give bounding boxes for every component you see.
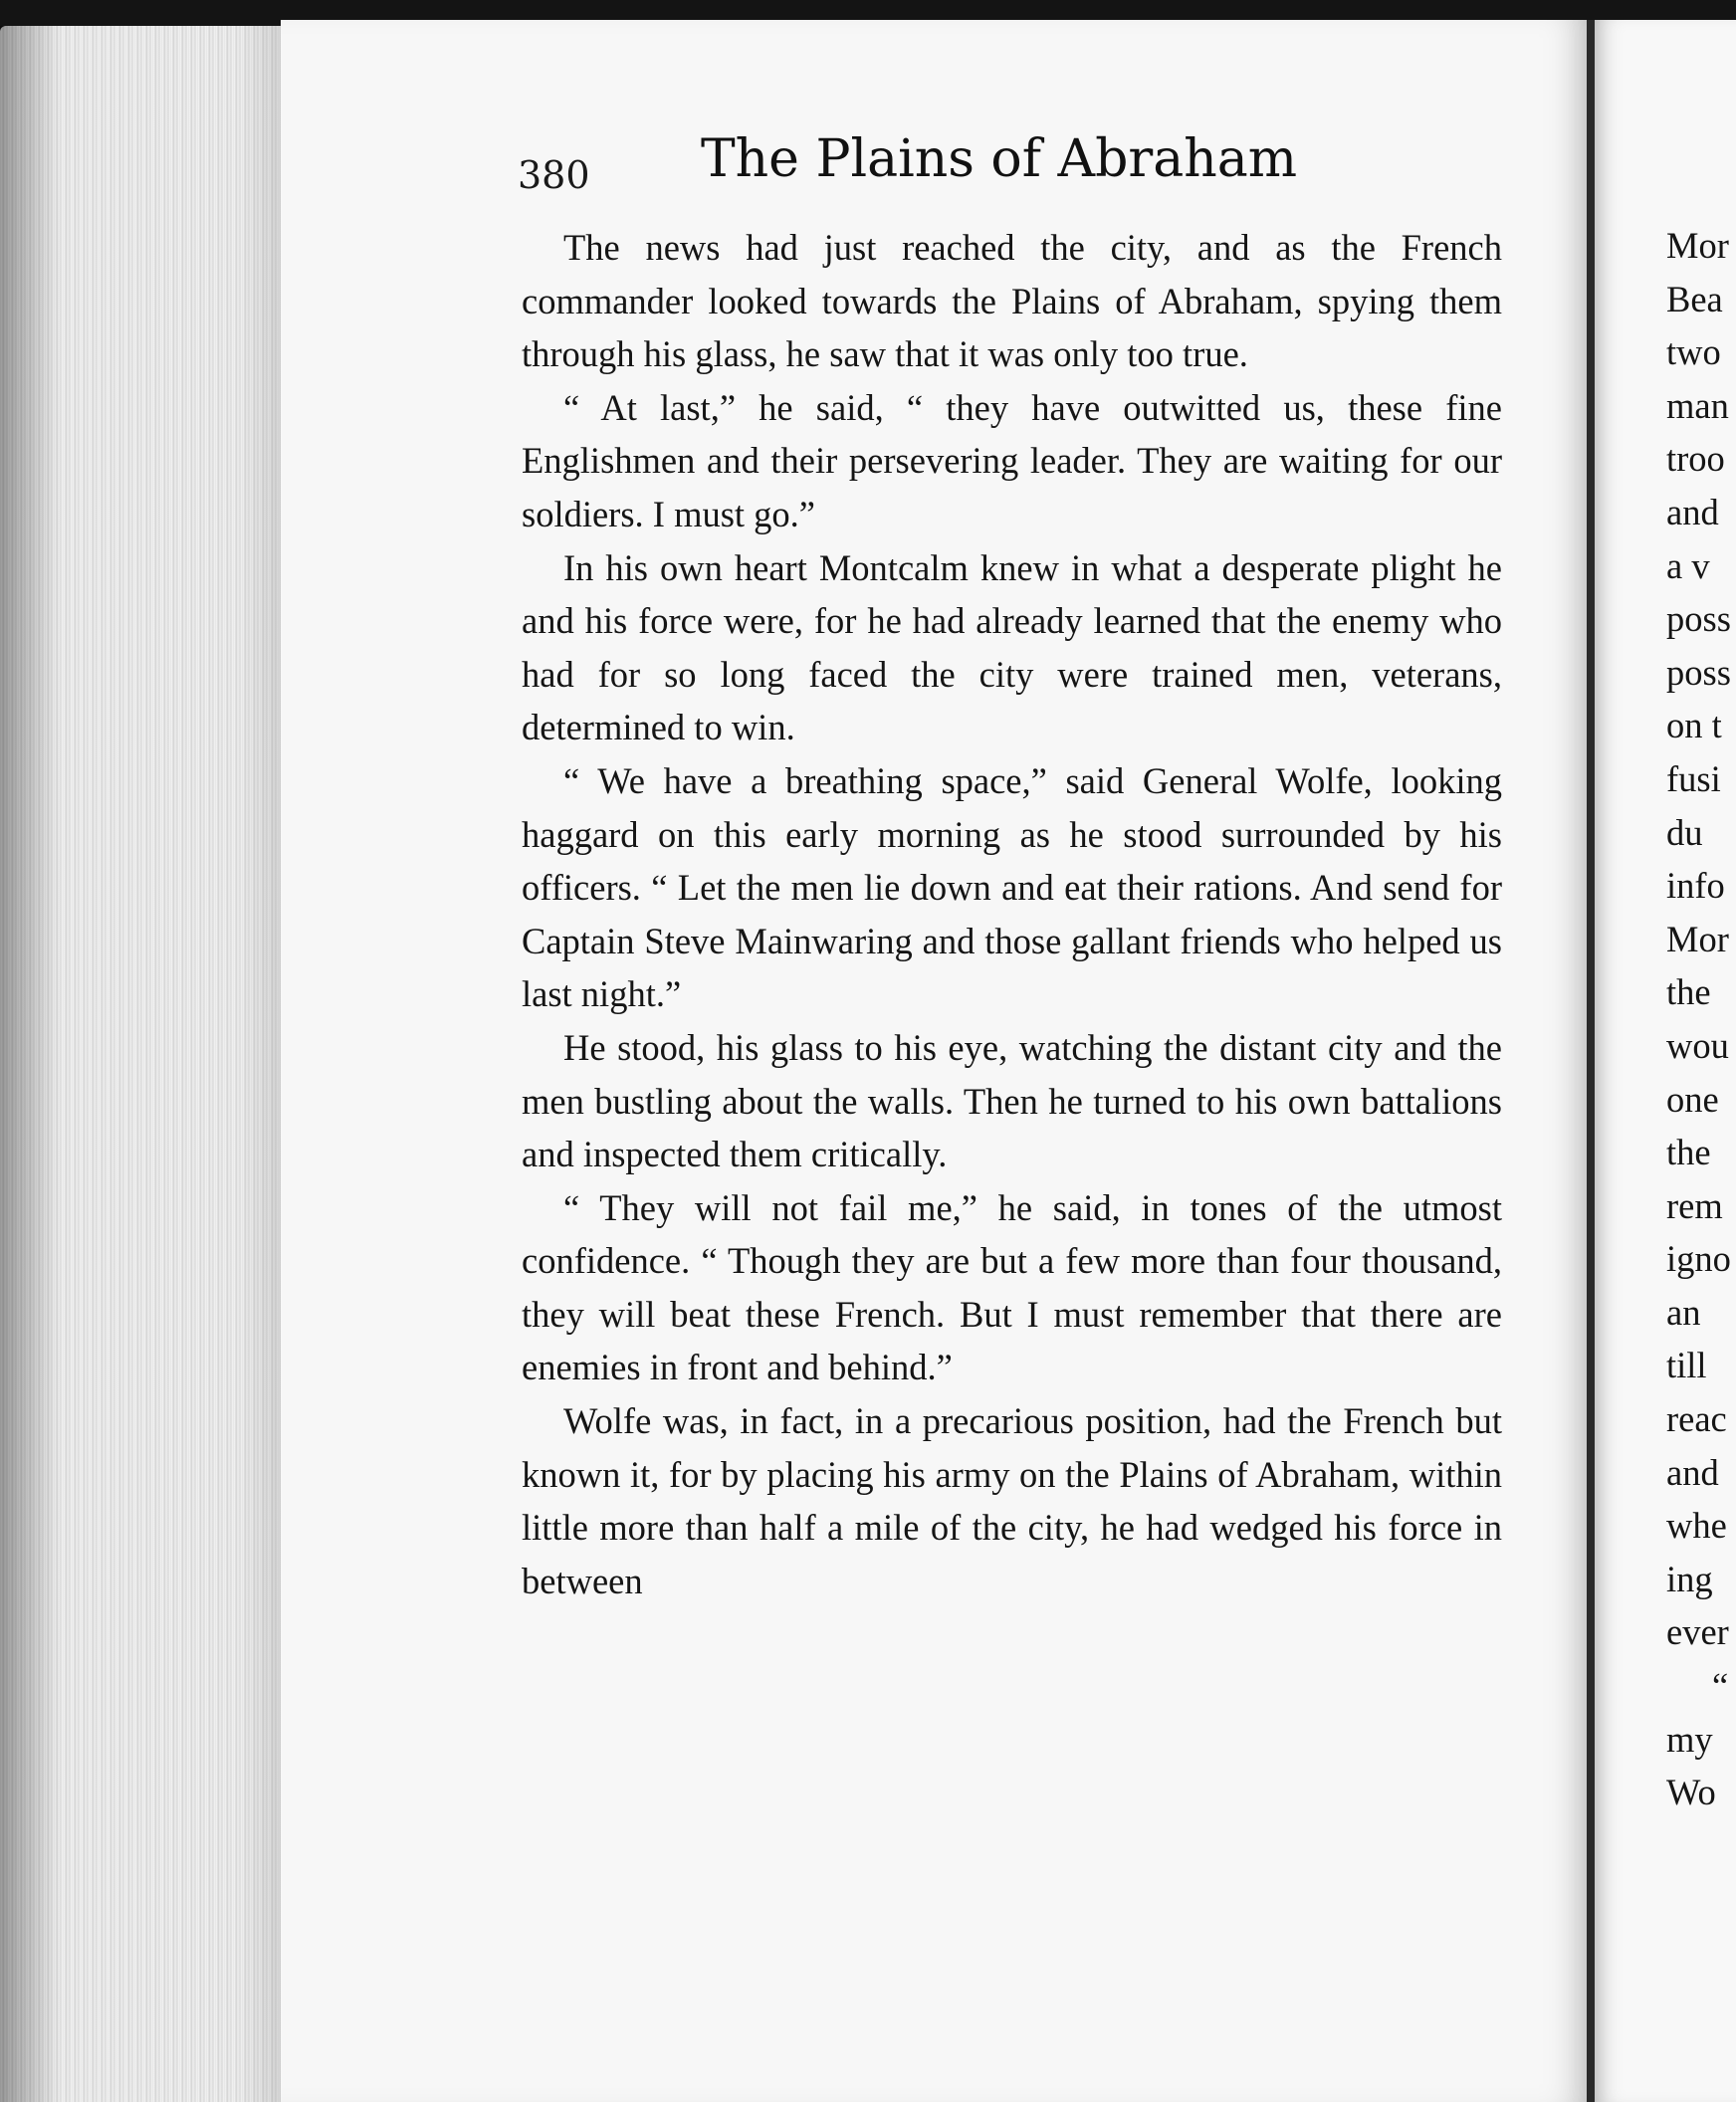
page-number: 380: [518, 153, 590, 197]
right-line: the: [1666, 971, 1711, 1013]
right-line: troo: [1666, 438, 1725, 480]
right-line: two: [1666, 331, 1721, 373]
right-line: an: [1666, 1291, 1701, 1333]
book-gutter: [1587, 20, 1595, 2102]
right-line: poss: [1666, 651, 1731, 693]
paragraph-4: “ We have a breathing space,” said General Wolfe, looking haggard on this early morning as he stood surrounded by his officers. “ Let the men lie down and eat their rations. And send for Captain Steve Mainwaring and those gallant friends who helped us last night.”: [522, 759, 1502, 1015]
paragraph-3: In his own heart Montcalm knew in what a desperate plight he and his force were, for he had already learned that the enemy who had for so long faced the city were trained men, veterans, determined to win.: [522, 546, 1502, 748]
right-line: igno: [1666, 1238, 1731, 1280]
right-line: my: [1666, 1718, 1713, 1760]
right-line: “: [1712, 1665, 1729, 1707]
right-line: man: [1666, 384, 1729, 426]
right-line: on t: [1666, 705, 1722, 746]
left-page-text: [522, 221, 1502, 1607]
right-line: and: [1666, 1451, 1719, 1493]
right-line: du: [1666, 811, 1703, 853]
right-line: reac: [1666, 1398, 1727, 1440]
right-page-text-fragments: [1666, 219, 1736, 1819]
right-line: a v: [1666, 544, 1710, 586]
running-header: [518, 129, 1513, 209]
paragraph-2: “ At last,” he said, “ they have outwitted us, these fine Englishmen and their persevering leader. They are waiting for our soldiers. I must go.”: [522, 386, 1502, 534]
right-line: wou: [1666, 1024, 1729, 1066]
paragraph-6: “ They will not fail me,” he said, in tones of the utmost confidence. “ Though they are but a few more than four thousand, they will beat these French. But I must remember that there are enemies in front and behind.”: [522, 1186, 1502, 1388]
right-line: till: [1666, 1345, 1707, 1386]
right-line: rem: [1666, 1184, 1723, 1226]
right-line: whe: [1666, 1505, 1727, 1547]
right-line: Bea: [1666, 278, 1723, 319]
book-fore-edge: [0, 26, 289, 2102]
right-line: Wo: [1666, 1772, 1716, 1813]
paragraph-7: Wolfe was, in fact, in a precarious position, had the French but known it, for by placing his army on the Plains of Abraham, within little more than half a mile of the city, he had wedged his force in between: [522, 1400, 1502, 1601]
right-line: ing: [1666, 1558, 1713, 1599]
paragraph-1: The news had just reached the city, and as the French commander looked towards the Plains of Abraham, spying them through his glass, he saw that it was only too true.: [522, 227, 1502, 375]
right-line: poss: [1666, 598, 1731, 640]
right-line: ever: [1666, 1611, 1729, 1653]
right-line: and: [1666, 491, 1719, 532]
right-line: fusi: [1666, 757, 1721, 799]
right-line: Mor: [1666, 225, 1729, 266]
right-line: the: [1666, 1132, 1711, 1173]
right-line: Mor: [1666, 918, 1729, 959]
right-line: info: [1666, 865, 1725, 907]
running-title: The Plains of Abraham: [701, 129, 1298, 189]
right-line: one: [1666, 1078, 1719, 1120]
paragraph-5: He stood, his glass to his eye, watching the distant city and the men bustling about the walls. Then he turned to his own battalions and inspected them critically.: [522, 1026, 1502, 1175]
